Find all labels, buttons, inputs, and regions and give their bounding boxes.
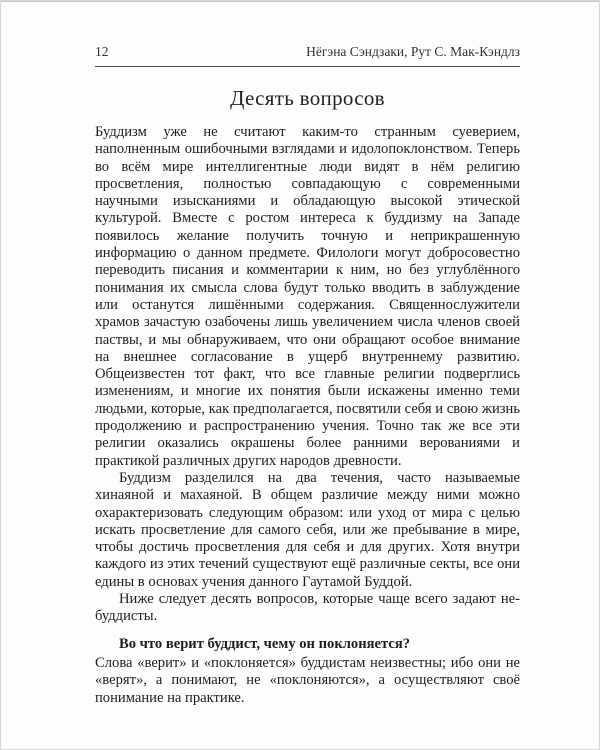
- page-number: 12: [95, 44, 109, 59]
- chapter-title: Десять вопросов: [230, 86, 385, 110]
- paragraph-two-streams: Буддизм разделился на два течения, часто называемые хинаяной и махаяной. В общем различие между ними можно охарактеризовать следующим образом: или уход от мира с целью искать просветление для самого себя, или же пребывание в мире, чтобы достичь просветления для себя и для других. Хотя внутри каждого из этих течений существуют ещё различные секты, все они едины в основах учения данного Гаутамой Буддой.: [95, 469, 520, 590]
- header-rule: [95, 66, 520, 67]
- paragraph-answer: Слова «верит» и «поклоняется» буддистам неизвестны; ибо они не «верят», а понимают, не «поклоняются», а осуществляют своё понимание на практике.: [95, 654, 520, 706]
- section-heading-question: Во что верит буддист, чему он поклоняется?: [119, 635, 411, 652]
- paragraph-intro: Буддизм уже не считают каким-то странным суеверием, наполненным ошибочными взглядами и идолопоклонством. Теперь во всём мире интеллигентные люди видят в нём религию просветления, полностью совпадающую с современными научными изысканиями и обладающую высокой этической культурой. Вместе с ростом интереса к буддизму на Западе появилось желание получить точную и неприкрашенную информацию о данном предмете. Филологи могут добросовестно переводить писания и комментарии к ним, но без углублённого понимания их смысла слова будут только вводить в заблуждение или останутся лишёнными содержания. Священнослужители храмов зачастую озабочены лишь увеличением числа членов своей паствы, и мы обнаруживаем, что они обращают особое внимание на внешнее согласование в ущерб внутреннему развитию. Общеизвестен тот факт, что все главные религии подверглись изменениям, и многие их понятия были искажены именно теми людьми, которые, как предполагается, посвятили себя и свою жизнь продолжению и распространению учения. Точно так же все эти религии оказались окрашены более ранними верованиями и практикой различных других народов древности.: [95, 124, 520, 469]
- running-head-authors: Нёгэна Сэндзаки, Рут С. Мак-Кэндлз: [306, 44, 520, 59]
- running-header: [95, 44, 520, 60]
- paragraph-ten-questions: Ниже следует десять вопросов, которые чаще всего задают не-буддисты.: [95, 591, 520, 625]
